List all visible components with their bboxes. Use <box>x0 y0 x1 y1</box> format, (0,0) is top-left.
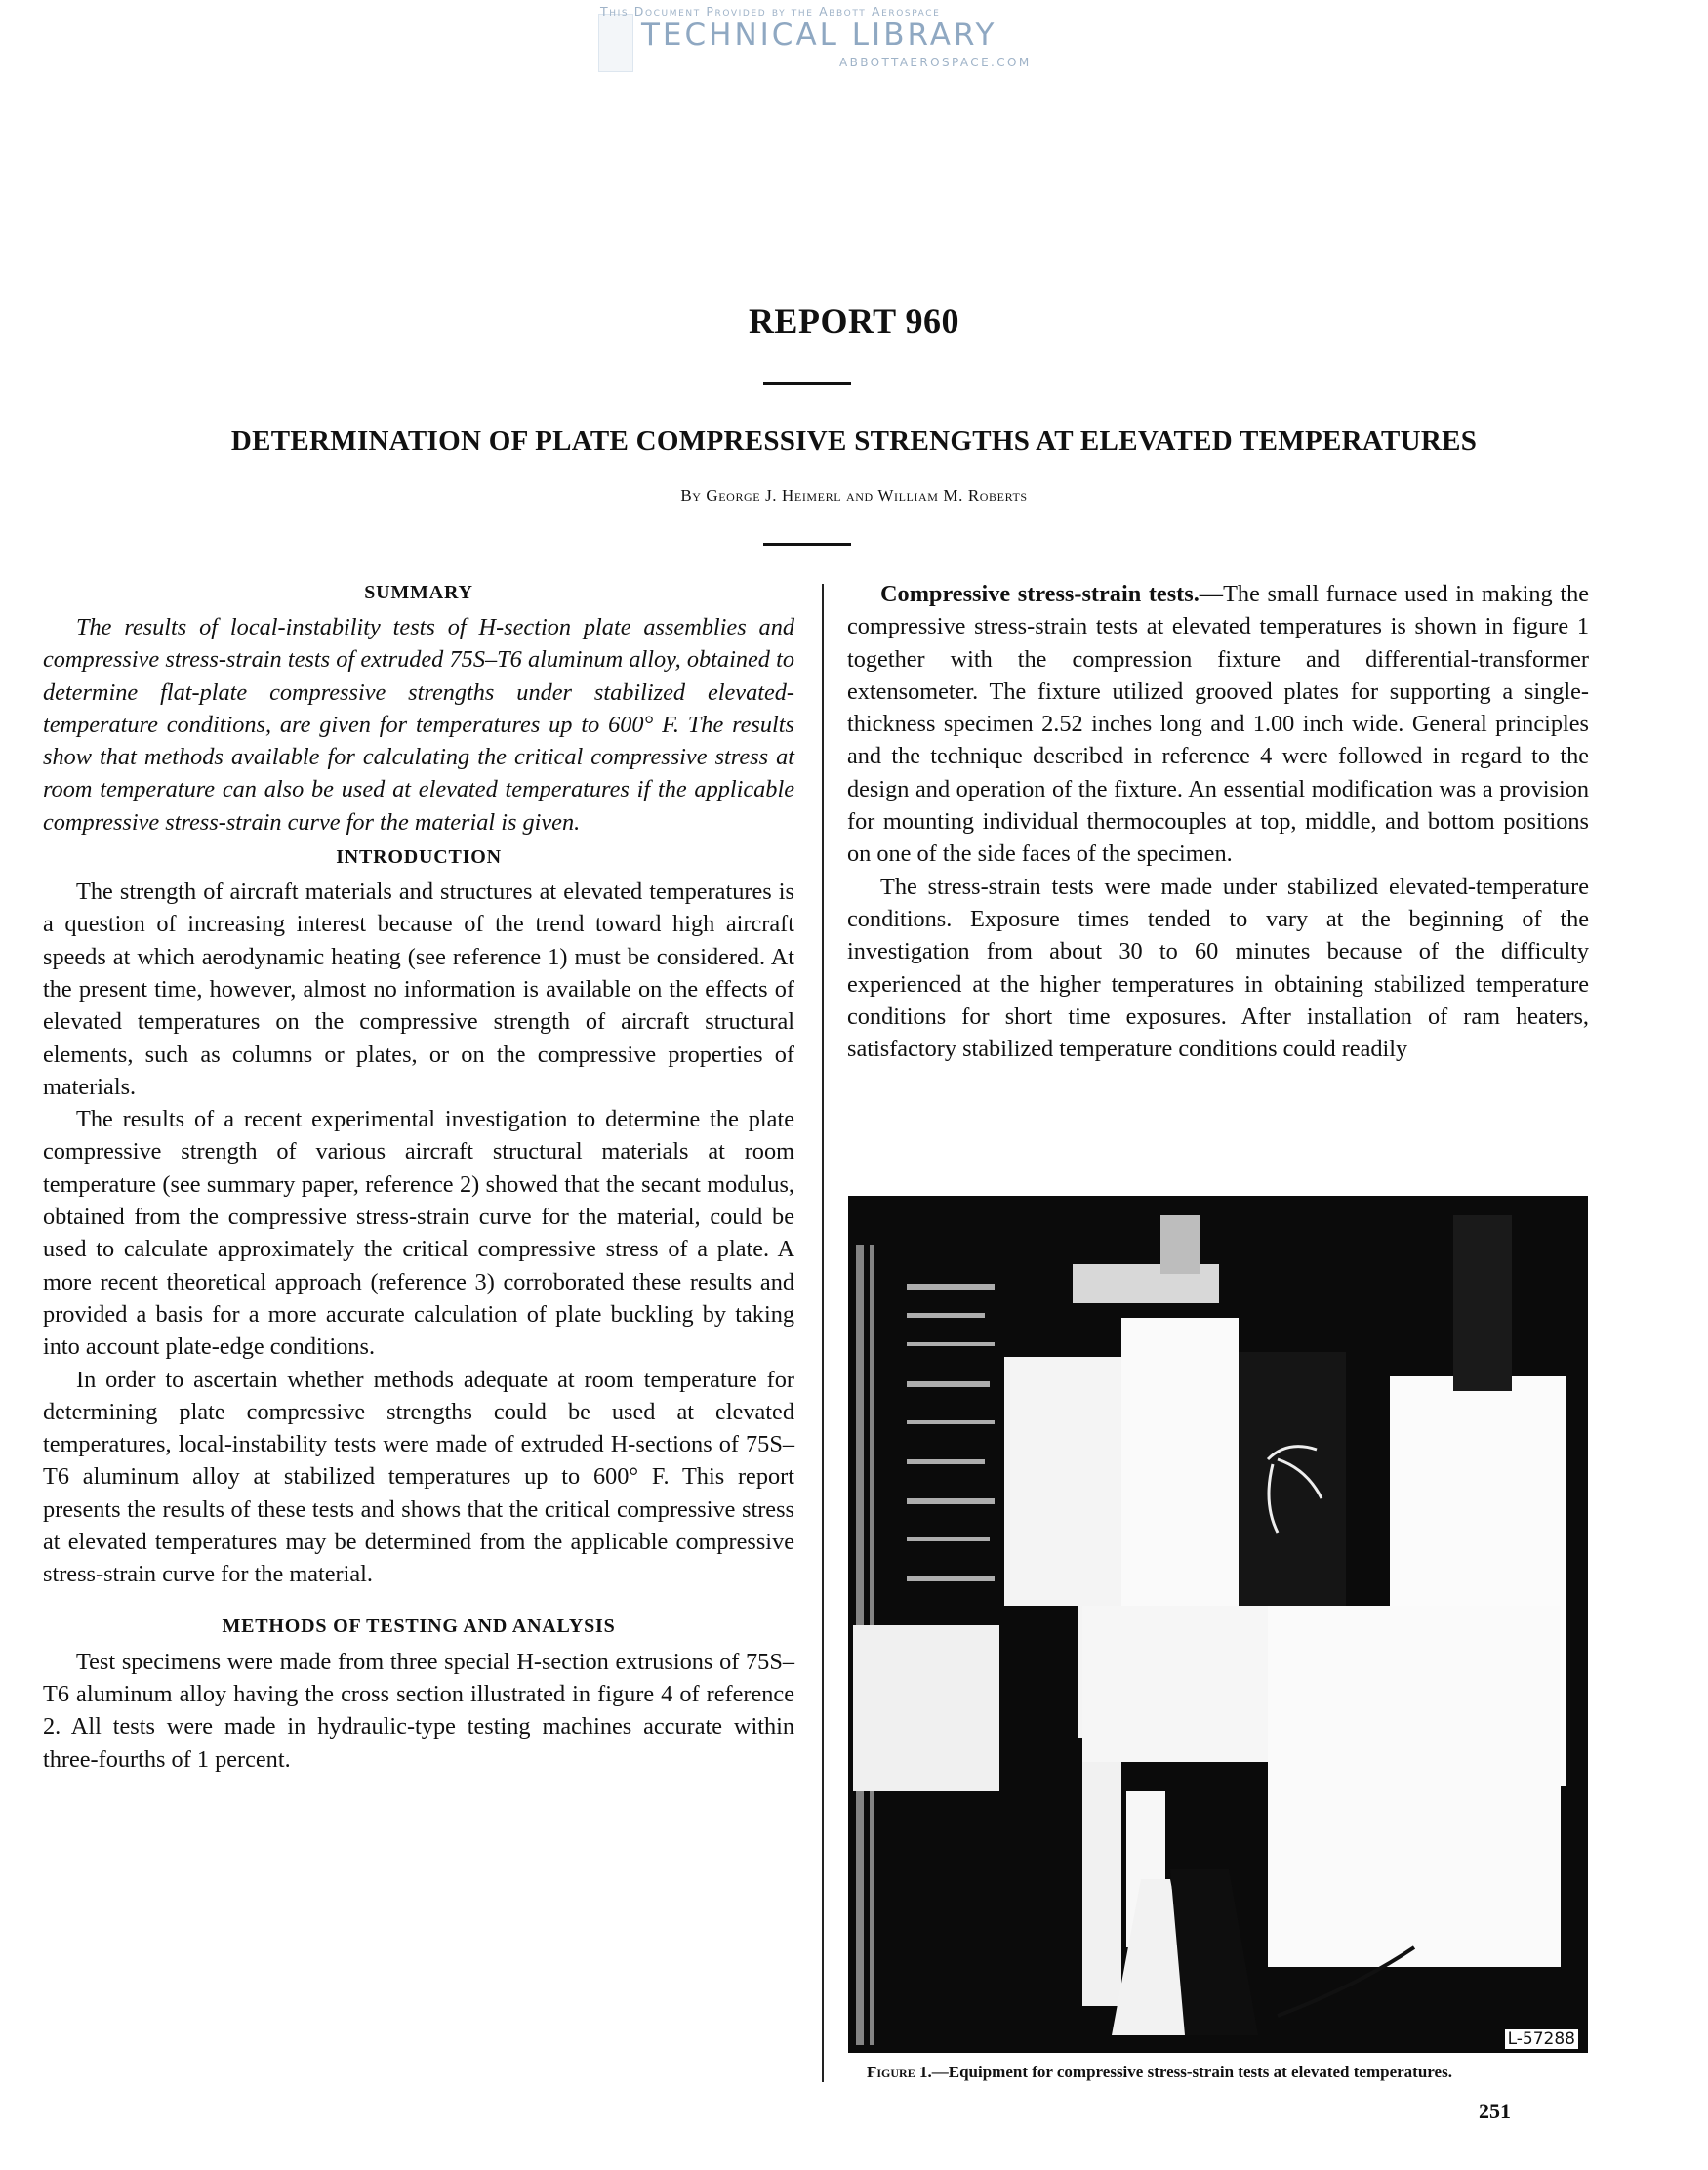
right-column <box>847 578 1589 1065</box>
library-watermark <box>600 4 1088 72</box>
introduction-paragraph: The strength of aircraft materials and structures at elevated temperatures is a question of increasing interest because of the trend toward high aircraft speeds at which aerodynamic heating (see reference 1) must be considered. At the present time, however, almost no information is available on the effects of elevated temperatures on the compressive strength of aircraft structural elements, such as columns or plates, or on the compressive properties of materials. <box>43 879 794 1100</box>
stress-strain-text: —The small furnace used in making the compressive stress-strain tests at elevated temperatures is shown in figure 1 together with the compression fixture and differential-transformer extensometer. The fixture utilized grooved plates for supporting a single-thickness specimen 2.52 inches long and 1.00 inch wide. General principles and the technique described in reference 4 were followed in regard to the design and operation of the fixture. An essential modification was a provision for mounting individual thermocouples at top, middle, and bottom positions on one of the side faces of the specimen. <box>847 581 1589 868</box>
summary-section <box>43 578 794 839</box>
introduction-section <box>43 840 794 1591</box>
stress-strain-paragraph <box>847 578 1589 871</box>
methods-paragraph: Test specimens were made from three special H-section extrusions of 75S–T6 aluminum alloy having the cross section illustrated in figure 4 of reference 2. All tests were made in hydraulic-type testing machines accurate within three-fourths of 1 percent. <box>43 1648 794 1773</box>
introduction-heading: INTRODUCTION <box>336 846 502 869</box>
summary-paragraph: The results of local-instability tests of H-section plate assemblies and compressive stress-strain tests of extruded 75S–T6 aluminum alloy, obtained to determine flat-plate compressive strengths under stabilized elevated-temperature conditions, are given for temperatures up to 600° F. The results show that methods available for calculating the critical compressive stress at room temperature can also be used at elevated temperatures if the applicable compressive stress-strain curve for the material is given. <box>43 614 794 836</box>
introduction-paragraph: In order to ascertain whether methods adequate at room temperature for determining plate compressive strengths could be used at elevated temperatures, local-instability tests were made of extruded H-sections of 75S–T6 aluminum alloy at stabilized temperatures up to 600° F. This report presents the results of these tests and shows that the critical compressive stress at elevated temperatures may be determined from the applicable compressive stress-strain curve for the material. <box>43 1366 794 1588</box>
watermark-library-name: TECHNICAL LIBRARY <box>641 18 997 53</box>
header-rule-bottom <box>763 543 851 546</box>
header-rule-top <box>763 382 851 385</box>
figure-1-photo <box>848 1196 1588 2053</box>
figure-number: Figure 1. <box>867 2063 932 2081</box>
report-number: REPORT 960 <box>748 302 960 341</box>
paper-title: DETERMINATION OF PLATE COMPRESSIVE STRENGTHS AT ELEVATED TEMPERATURES <box>230 426 1478 457</box>
left-column <box>43 578 794 1776</box>
methods-heading: METHODS OF TESTING AND ANALYSIS <box>222 1615 616 1637</box>
watermark-document-icon <box>598 14 633 72</box>
photo-label: L-57288 <box>1505 2029 1578 2049</box>
stabilized-tests-paragraph: The stress-strain tests were made under stabilized elevated-temperature conditions. Exposure times tended to vary at the beginning of the investigation from about 30 to 60 minutes because of the difficulty experienced at the higher temperatures in obtaining stabilized temperature conditions for short time exposures. After installation of ram heaters, satisfactory stabilized temperature conditions could readily <box>847 873 1589 1063</box>
run-in-heading: Compressive stress-strain tests. <box>880 581 1200 607</box>
watermark-url: ABBOTTAEROSPACE.COM <box>839 56 1032 69</box>
methods-section <box>43 1609 794 1776</box>
introduction-paragraph: The results of a recent experimental investigation to determine the plate compressive strength of various aircraft structural materials at room temperature (see summary paper, reference 2) showed that the secant modulus, obtained from the compressive stress-strain curve for the material, could be used to calculate approximately the critical compressive stress of a plate. A more recent theoretical approach (reference 3) corroborated these results and provided a basis for a more accurate calculation of plate buckling by taking into account plate-edge conditions. <box>43 1106 794 1361</box>
column-divider <box>822 584 824 2082</box>
figure-caption-text: —Equipment for compressive stress-strain tests at elevated temperatures. <box>931 2063 1452 2081</box>
equipment-photo-illustration <box>848 1196 1588 2053</box>
watermark-provided-by: This Document Provided by the Abbott Aerospace <box>600 4 941 19</box>
page-number: 251 <box>1479 2099 1511 2123</box>
authors-byline: By George J. Heimerl and William M. Roberts <box>680 486 1028 505</box>
summary-heading: SUMMARY <box>364 582 473 603</box>
figure-1-caption <box>867 2063 1589 2082</box>
